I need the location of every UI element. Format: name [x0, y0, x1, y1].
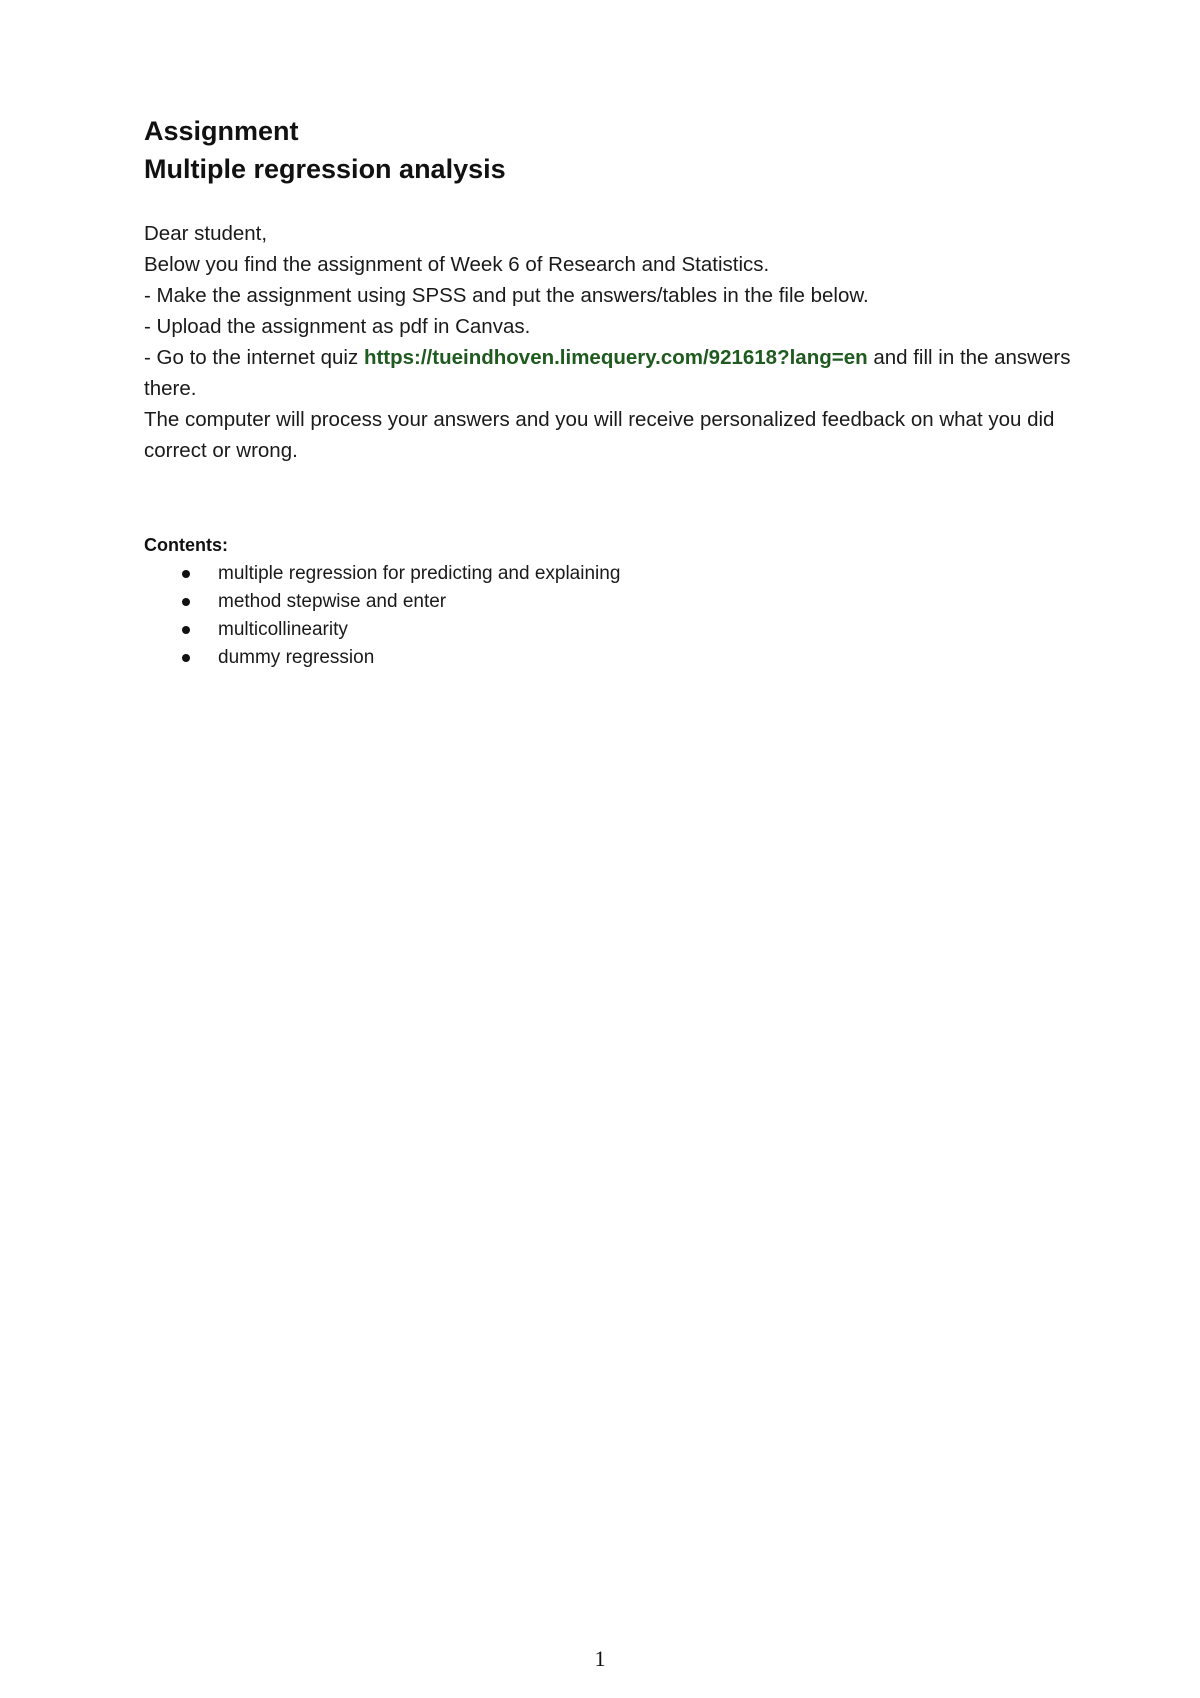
document-title — [144, 112, 1084, 188]
list-item — [144, 644, 1084, 672]
bullet-icon — [182, 598, 190, 606]
bullet-icon — [182, 626, 190, 634]
contents-section — [144, 532, 1084, 672]
list-item-text: multiple regression for predicting and explaining — [218, 563, 621, 584]
list-item-text: multicollinearity — [218, 619, 348, 640]
closing-text: The computer will process your answers and you will receive personalized feedback on what you did correct or wrong. — [144, 408, 1055, 462]
title-line-2: Multiple regression analysis — [144, 154, 506, 184]
step-quiz-suffix: and fill in the answers there. — [144, 346, 1071, 400]
contents-list — [144, 560, 1084, 672]
list-item-text: dummy regression — [218, 647, 375, 668]
step-spss: - Make the assignment using SPSS and put the answers/tables in the file below. — [144, 284, 869, 307]
list-item — [144, 588, 1084, 616]
title-line-1: Assignment — [144, 116, 299, 146]
step-quiz — [144, 342, 1084, 404]
bullet-icon — [182, 570, 190, 578]
list-item — [144, 560, 1084, 588]
instructions-text — [144, 218, 1084, 466]
contents-heading: Contents: — [144, 535, 228, 555]
page-number: 1 — [594, 1646, 606, 1671]
step-quiz-prefix: - Go to the internet quiz — [144, 346, 364, 369]
step-upload: - Upload the assignment as pdf in Canvas. — [144, 315, 531, 338]
greeting-text: Dear student, — [144, 222, 268, 245]
bullet-icon — [182, 654, 190, 662]
document-content — [144, 112, 1084, 672]
list-item-text: method stepwise and enter — [218, 591, 447, 612]
quiz-link[interactable]: https://tueindhoven.limequery.com/921618?lang=en — [363, 346, 868, 369]
list-item — [144, 616, 1084, 644]
intro-text: Below you find the assignment of Week 6 of Research and Statistics. — [144, 253, 770, 276]
